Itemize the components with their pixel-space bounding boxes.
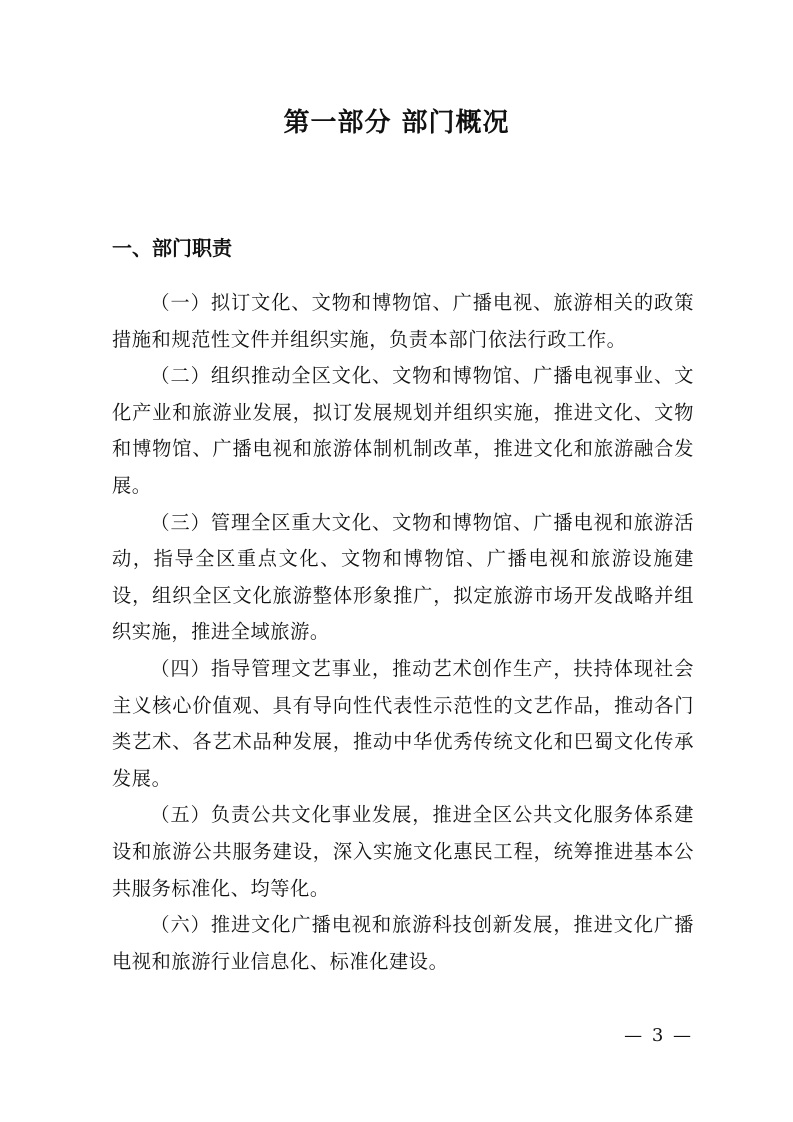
paragraph-2: （二）组织推动全区文化、文物和博物馆、广播电视事业、文化产业和旅游业发展，拟订发展规划并组织实施，推进文化、文物和博物馆、广播电视和旅游体制机制改革，推进文化和旅游融合发展。	[112, 364, 694, 497]
paragraph-3: （三）管理全区重大文化、文物和博物馆、广播电视和旅游活动，指导全区重点文化、文物和博物馆、广播电视和旅游设施建设，组织全区文化旅游整体形象推广，拟定旅游市场开发战略并组织实施，推进全域旅游。	[112, 510, 694, 644]
document-body	[112, 285, 694, 980]
section-heading: 一、部门职责	[112, 236, 232, 260]
document-title: 第一部分 部门概况	[283, 108, 510, 138]
paragraph-5: （五）负责公共文化事业发展，推进全区公共文化服务体系建设和旅游公共服务建设，深入实施文化惠民工程，统筹推进基本公共服务标准化、均等化。	[112, 803, 694, 900]
paragraph-4: （四）指导管理文艺事业，推动艺术创作生产，扶持体现社会主义核心价值观、具有导向性代表性示范性的文艺作品，推动各门类艺术、各艺术品种发展，推动中华优秀传统文化和巴蜀文化传承发展。	[112, 656, 694, 790]
paragraph-6: （六）推进文化广播电视和旅游科技创新发展，推进文化广播电视和旅游行业信息化、标准化建设。	[112, 913, 694, 973]
page-number: — 3 —	[624, 1025, 693, 1046]
paragraph-1: （一）拟订文化、文物和博物馆、广播电视、旅游相关的政策措施和规范性文件并组织实施，负责本部门依法行政工作。	[112, 291, 694, 351]
